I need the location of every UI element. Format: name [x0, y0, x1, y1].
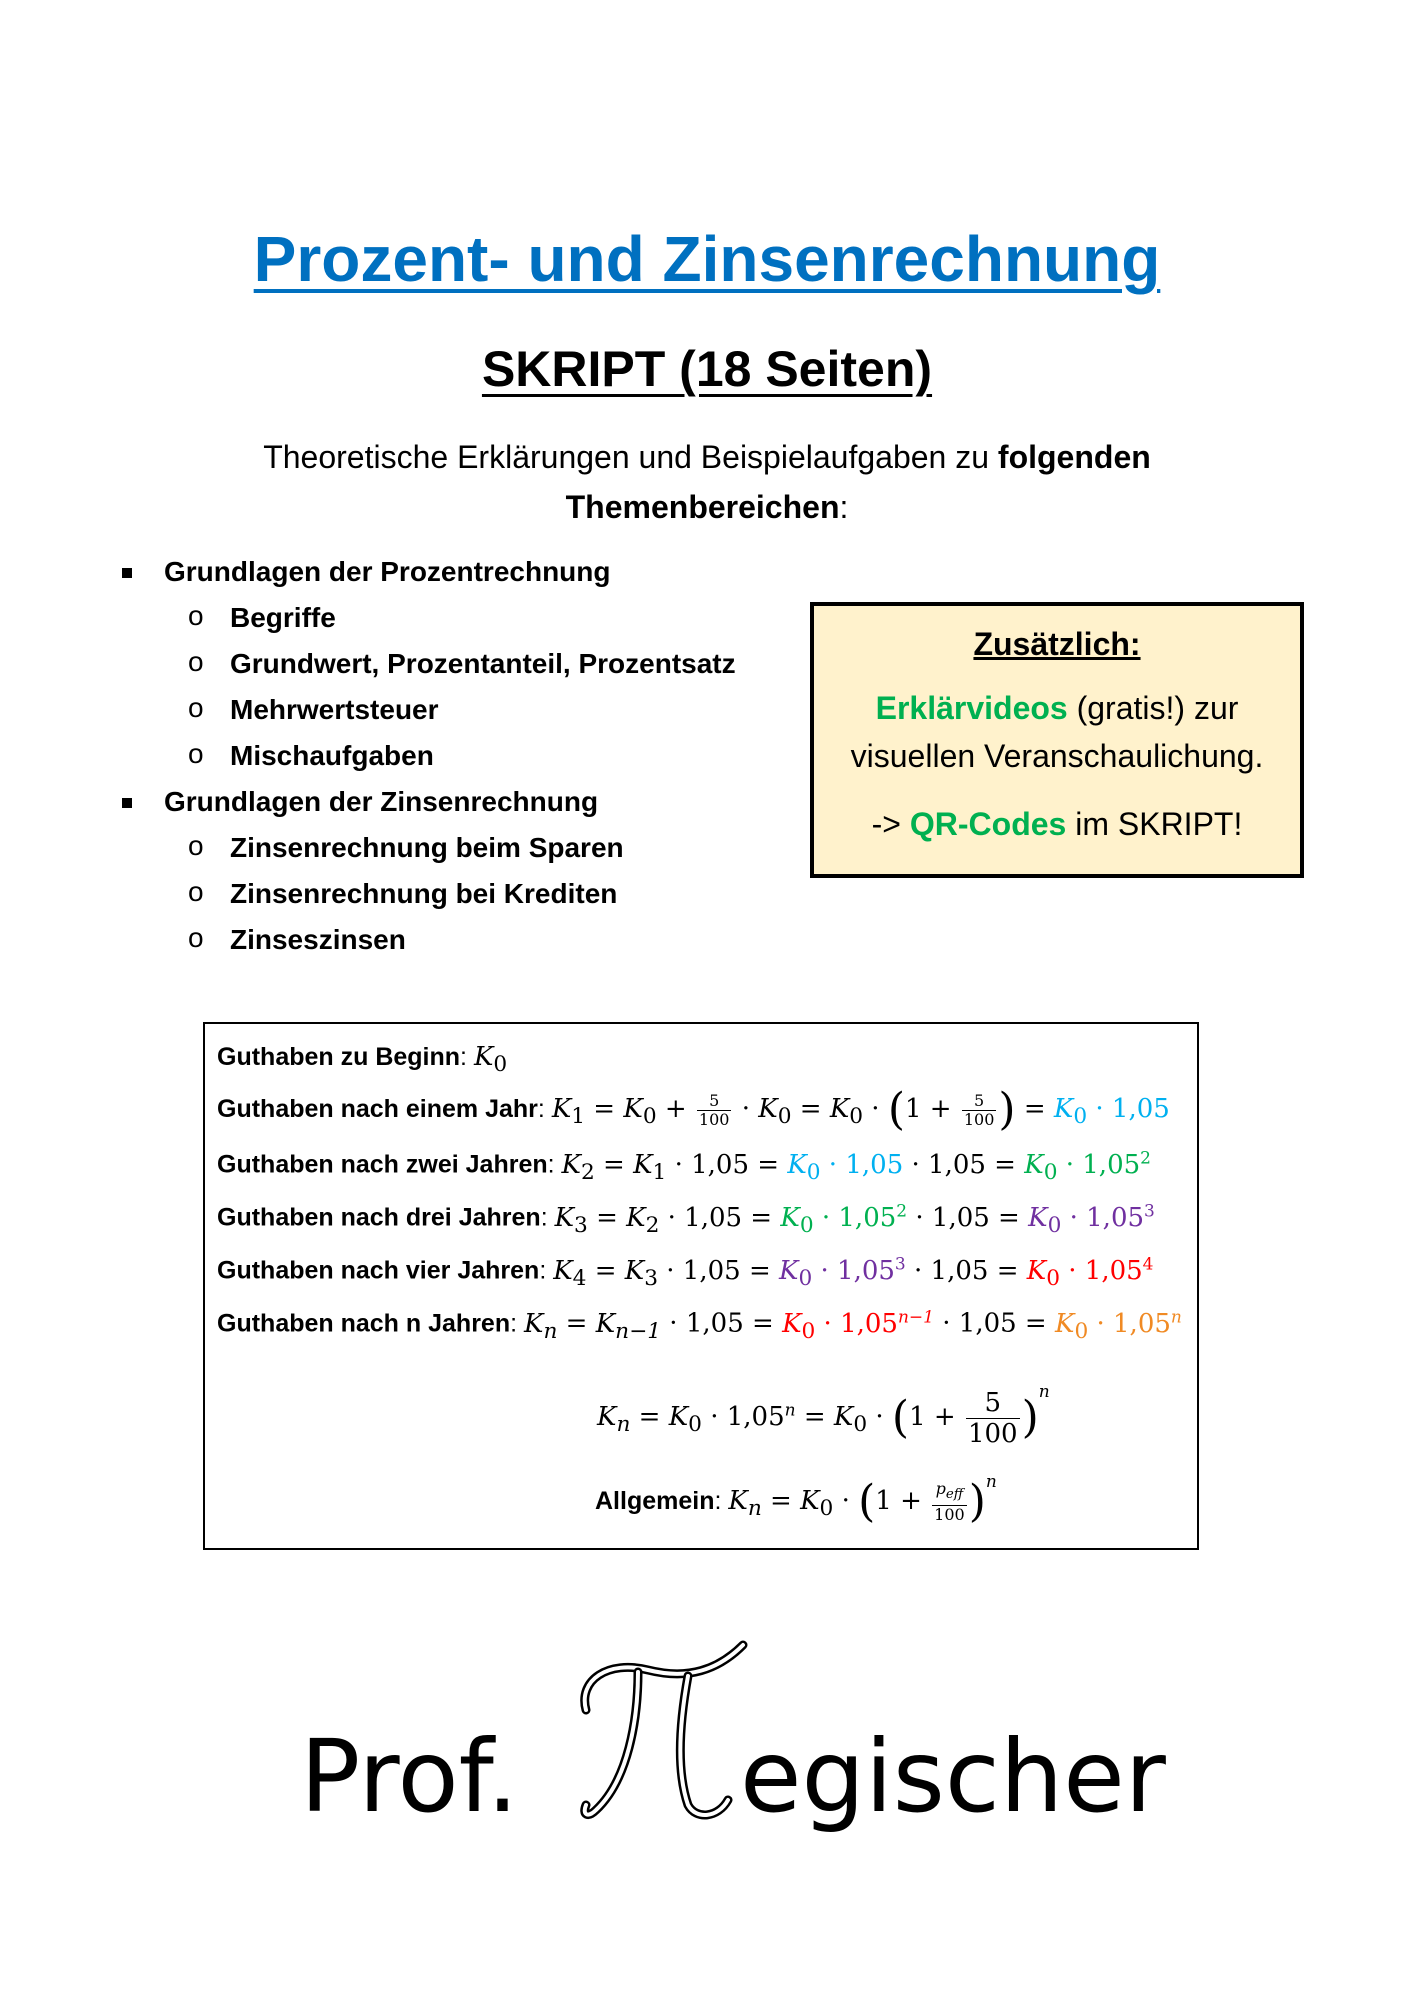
square-bullet-icon — [122, 568, 132, 578]
formula-row-yearn: Guthaben nach n Jahren: $K_n = K_{n-1} \cdot 1,05 = K_0 \cdot 1,05^{n-1} \cdot 1,05 = K_0 \cdot 1,05^n$ — [217, 1307, 1182, 1344]
page-title: Prozent- und Zinsenrechnung — [253, 223, 1161, 295]
fraction: $\frac{p_{eff}}{100}$ — [934, 1479, 965, 1524]
square-bullet-icon — [122, 798, 132, 808]
formula-row-start: Guthaben zu Beginn: $K_0$ — [217, 1042, 508, 1078]
circle-bullet-icon: o — [188, 830, 204, 861]
circle-bullet-icon: o — [188, 738, 204, 769]
extra-heading: Zusätzlich: — [973, 626, 1141, 662]
extra-line-videos: Erklärvideos (gratis!) zur — [875, 690, 1239, 726]
circle-bullet-icon: o — [188, 646, 204, 677]
formula-box — [203, 1022, 1199, 1550]
formula-row-year3: Guthaben nach drei Jahren: $K_3 = K_2 \cdot 1,05 = K_0 \cdot 1,05^2 \cdot 1,05 = K_0 \cdot 1,05^3$ — [217, 1201, 1155, 1238]
intro-part1: Theoretische Erklärungen und Beispielaufgaben zu — [263, 439, 998, 475]
intro-text — [180, 432, 1234, 532]
fraction: $\frac{5}{100}$ — [698, 1090, 730, 1129]
circle-bullet-icon: o — [188, 600, 204, 631]
extra-info-box — [810, 602, 1304, 878]
intro-end: : — [839, 489, 849, 525]
logo-rest-text: egischer — [740, 1718, 1166, 1835]
intro-bold1: folgenden — [997, 439, 1151, 475]
circle-bullet-icon: o — [188, 922, 204, 953]
fraction: $\frac{5}{100}$ — [963, 1090, 995, 1129]
formula-kn: $K_n = K_0 \cdot 1,05^n = K_0 \cdot (1$ + $\frac{5}{100}$ )$^n$ — [597, 1382, 1050, 1449]
extra-line-qr: -> QR-Codes im SKRIPT! — [871, 806, 1243, 842]
formula-row-year1: Guthaben nach einem Jahr: $K_1 = K_0$ + $\frac{5}{100}$ · $K_0 = K_0 \cdot (1$ + $\frac{5}{100}$ ) = $K_0 \cdot 1,05$ — [217, 1084, 1170, 1135]
circle-bullet-icon: o — [188, 876, 204, 907]
circle-bullet-icon: o — [188, 692, 204, 723]
logo — [300, 1640, 1166, 1835]
extra-line-visual: visuellen Veranschaulichung. — [850, 738, 1264, 774]
formula-general: Allgemein: $K_n = K_0 \cdot (1$ + $\frac{p_{eff}}{100}$ )$^n$ — [595, 1472, 997, 1527]
pi-logo-icon — [568, 1640, 768, 1830]
formula-row-year2: Guthaben nach zwei Jahren: $K_2 = K_1 \cdot 1,05 = K_0 \cdot 1,05 \cdot 1,05 = K_0 \cdot 1,05^2$ — [217, 1148, 1151, 1185]
logo-prof-text: Prof. — [300, 1718, 519, 1835]
fraction: $\frac{5}{100}$ — [967, 1387, 1018, 1449]
page-subtitle: SKRIPT (18 Seiten) — [481, 341, 933, 397]
intro-bold2: Themenbereichen — [565, 489, 840, 525]
formula-row-year4: Guthaben nach vier Jahren: $K_4 = K_3 \cdot 1,05 = K_0 \cdot 1,05^3 \cdot 1,05 = K_0 \cdot 1,05^4$ — [217, 1254, 1154, 1291]
